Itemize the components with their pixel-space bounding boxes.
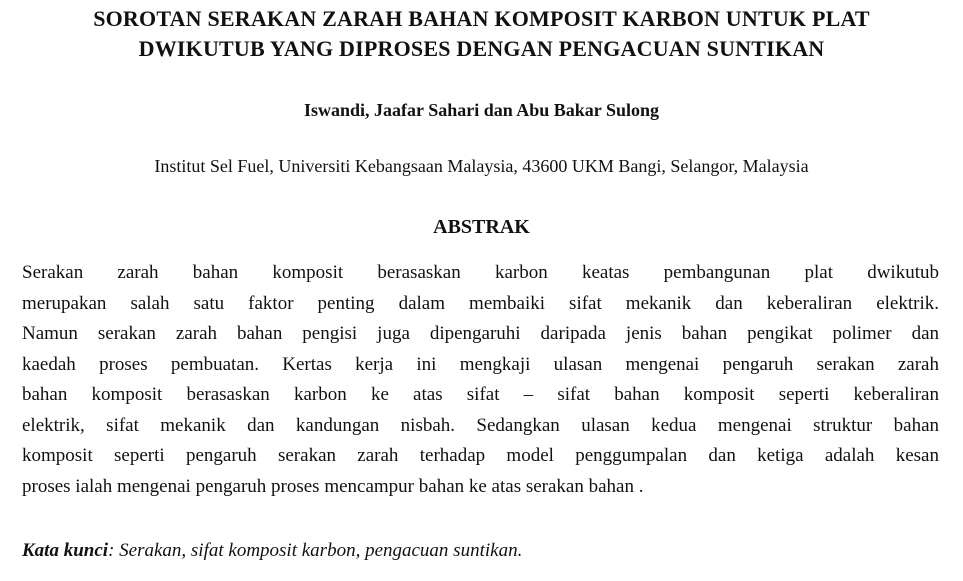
- keywords: [22, 538, 939, 564]
- abstract-line: proses ialah mengenai pengaruh proses mencampur bahan ke atas serakan bahan .: [22, 475, 644, 497]
- author-list: Iswandi, Jaafar Sahari dan Abu Bakar Sulong: [304, 100, 659, 120]
- paper-title-line-1: SOROTAN SERAKAN ZARAH BAHAN KOMPOSIT KARBON UNTUK PLAT: [93, 6, 870, 31]
- abstract-line: merupakan salah satu faktor penting dalam membaiki sifat mekanik dan keberaliran elektrik.: [22, 292, 939, 314]
- paper-title-line-2: DWIKUTUB YANG DIPROSES DENGAN PENGACUAN SUNTIKAN: [138, 36, 825, 61]
- abstract-line: kaedah proses pembuatan. Kertas kerja ini mengkaji ulasan mengenai pengaruh serakan zarah: [22, 353, 939, 375]
- abstract-heading: ABSTRAK: [433, 216, 530, 238]
- keywords-text: : Serakan, sifat komposit karbon, pengacuan suntikan.: [108, 540, 523, 561]
- abstract-line: elektrik, sifat mekanik dan kandungan nisbah. Sedangkan ulasan kedua mengenai struktur bahan: [22, 414, 939, 436]
- affiliation: Institut Sel Fuel, Universiti Kebangsaan Malaysia, 43600 UKM Bangi, Selangor, Malaysia: [154, 156, 809, 176]
- abstract-line: Namun serakan zarah bahan pengisi juga dipengaruhi daripada jenis bahan pengikat polimer dan: [22, 323, 939, 344]
- abstract-line: Serakan zarah bahan komposit berasaskan karbon keatas pembangunan plat dwikutub: [22, 262, 939, 283]
- abstract-body: [22, 258, 939, 502]
- abstract-line: komposit seperti pengaruh serakan zarah terhadap model penggumpalan dan ketiga adalah kesan: [22, 445, 939, 466]
- keywords-label: Kata kunci: [22, 540, 109, 561]
- abstract-line: bahan komposit berasaskan karbon ke atas sifat – sifat bahan komposit seperti keberaliran: [22, 384, 939, 405]
- paper-title: [0, 4, 963, 64]
